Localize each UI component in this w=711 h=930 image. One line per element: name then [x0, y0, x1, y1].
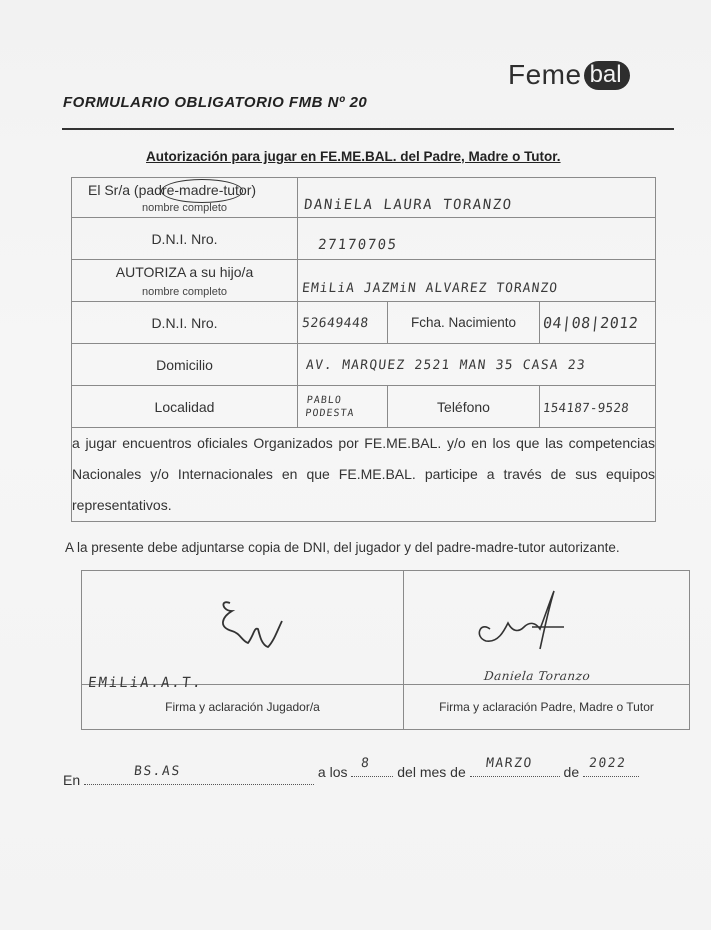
address-value: AV. MARQUEZ 2521 MAN 35 CASA 23: [305, 358, 587, 373]
madre-circle-mark: [161, 179, 243, 203]
footer-day-value: 8: [360, 756, 372, 771]
footer-year-label: de: [563, 764, 580, 780]
femebal-logo: [508, 58, 630, 92]
player-name-value: EMiLiA.A.T.: [87, 675, 204, 691]
phone-field[interactable]: [540, 386, 656, 428]
parent-signature-area: [404, 571, 689, 684]
signature-table: [81, 570, 690, 730]
address-field[interactable]: [298, 344, 656, 386]
child-name-row: [72, 260, 656, 302]
footer-year-field[interactable]: [583, 756, 639, 777]
child-name-value: EMiLiA JAZMiN ALVAREZ TORANZO: [301, 281, 559, 296]
birth-date-field[interactable]: [540, 302, 656, 344]
child-dni-row: [72, 302, 656, 344]
authorizes-label: AUTORIZA a su hijo/a: [115, 263, 254, 280]
logo-text: Feme: [508, 59, 582, 90]
footer-year-value: 2022: [588, 756, 628, 771]
footer-day-field[interactable]: [351, 756, 393, 777]
title-divider: [62, 128, 674, 130]
parent-label: El Sr/a (padre-madre-tutor): [88, 181, 257, 198]
child-dni-field[interactable]: [298, 302, 388, 344]
locality-field[interactable]: [298, 386, 388, 428]
parent-name-value: Daniela Toranzo: [483, 669, 591, 683]
player-signature-box[interactable]: [82, 571, 404, 691]
form-subtitle: Autorización para jugar en FE.ME.BAL. del Padre, Madre o Tutor.: [146, 149, 561, 164]
footer-en-label: En: [63, 772, 81, 788]
birth-date-label: Fcha. Nacimiento: [388, 302, 540, 344]
parent-name-row: [72, 178, 656, 218]
locality-label: Localidad: [72, 386, 298, 428]
locality-row: [72, 386, 656, 428]
birth-date-value: 04|08|2012: [542, 313, 640, 332]
parent-dni-value: 27170705: [317, 237, 399, 253]
player-signature-drawing: [82, 571, 404, 684]
dni-label: D.N.I. Nro.: [72, 218, 298, 260]
address-label: Domicilio: [72, 344, 298, 386]
authorization-paragraph: a jugar encuentros oficiales Organizados por FE.ME.BAL. y/o en los que las competencias Nacionales y/o Internacionales en que FE.ME.BAL. participe a través de sus equipos representativos.: [72, 428, 656, 522]
footer-date-line: [63, 756, 663, 788]
child-dni-value: 52649448: [301, 316, 370, 331]
player-signature-caption: Firma y aclaración Jugador/a: [82, 685, 404, 730]
authorizes-label-cell: [72, 260, 298, 302]
footer-month-field[interactable]: [470, 756, 560, 777]
child-dni-label: D.N.I. Nro.: [72, 302, 298, 344]
parent-dni-field[interactable]: [298, 218, 656, 260]
child-full-name-label: nombre completo: [142, 285, 227, 298]
phone-label: Teléfono: [388, 386, 540, 428]
parent-name-value: DANiELA LAURA TORANZO: [303, 197, 514, 213]
footer-day-label: a los: [317, 764, 348, 780]
footer-month-label: del mes de: [397, 764, 466, 780]
parent-signature-box[interactable]: [404, 571, 690, 685]
paragraph-row: [72, 428, 656, 522]
full-name-label: nombre completo: [142, 201, 227, 214]
locality-value: PABLO PODESTA: [304, 394, 356, 419]
child-name-field[interactable]: [298, 260, 656, 302]
attachment-note: A la presente debe adjuntarse copia de DNI, del jugador y del padre-madre-tutor autorizante.: [65, 540, 620, 555]
footer-place-field[interactable]: [84, 764, 314, 785]
logo-badge: bal: [584, 61, 630, 90]
footer-month-value: MARZO: [484, 756, 534, 771]
parent-signature-drawing: [404, 571, 690, 684]
parent-signature-caption: Firma y aclaración Padre, Madre o Tutor: [404, 685, 690, 730]
form-title: FORMULARIO OBLIGATORIO FMB Nº 20: [63, 94, 368, 111]
footer-place-value: BS.AS: [133, 764, 182, 779]
player-signature-area: [82, 571, 403, 691]
address-row: [72, 344, 656, 386]
authorization-table: [71, 177, 656, 522]
parent-dni-row: [72, 218, 656, 260]
phone-value: 154187-9528: [542, 399, 630, 415]
parent-name-field[interactable]: [298, 178, 656, 218]
